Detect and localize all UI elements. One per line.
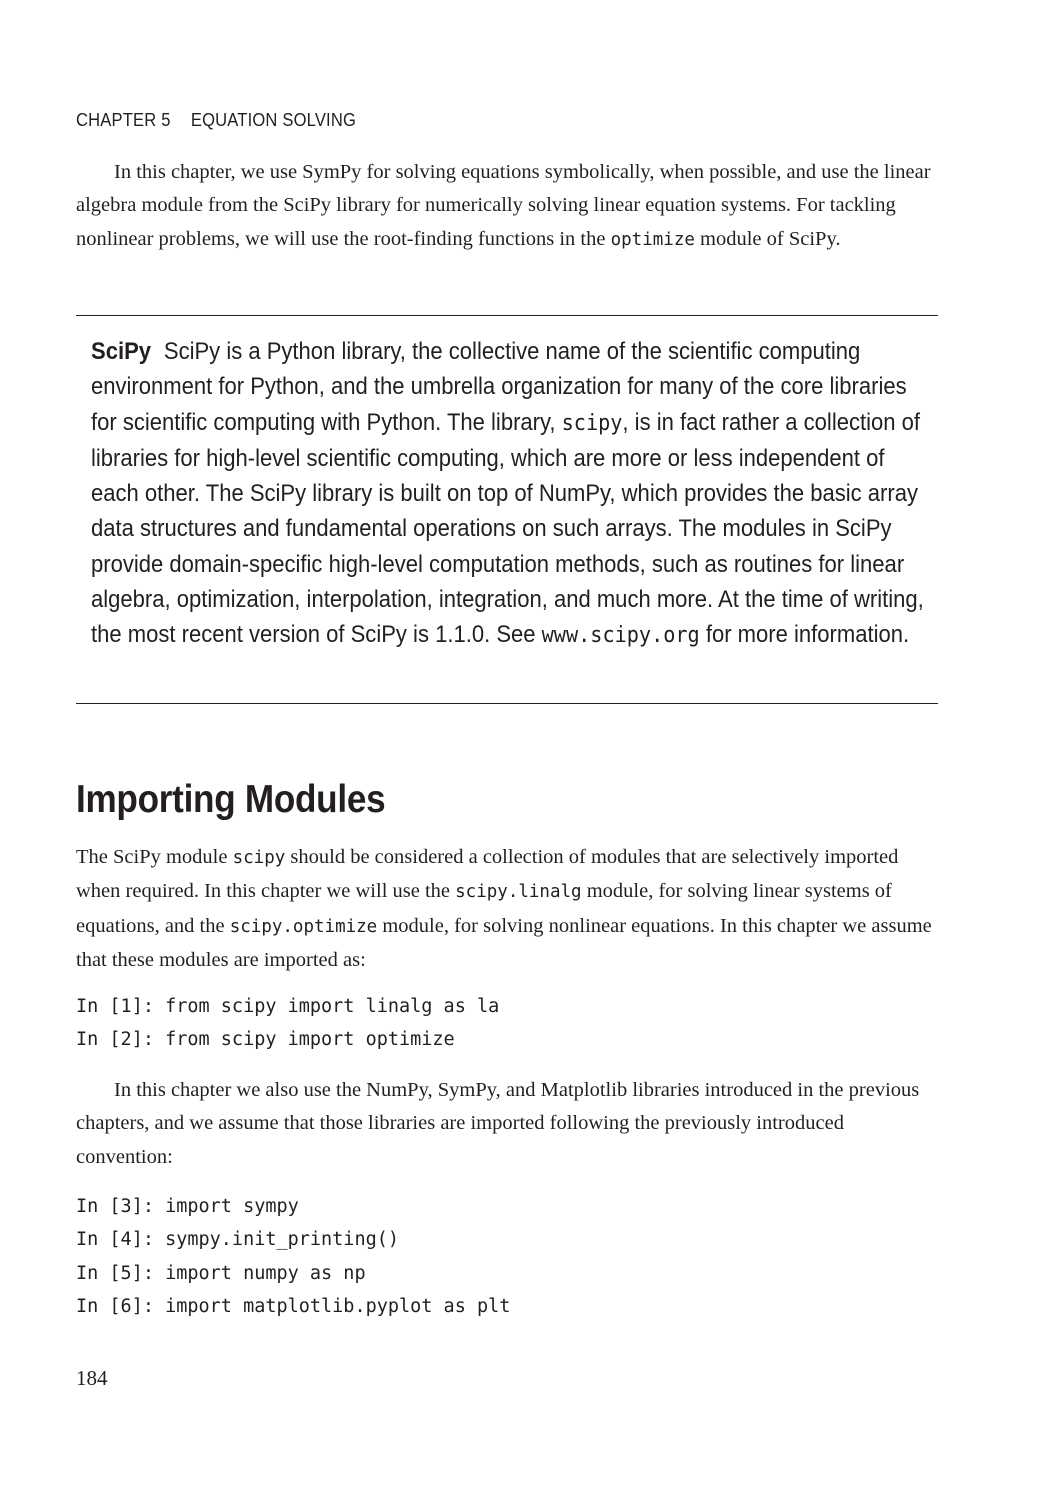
importing-paragraph <box>76 841 938 977</box>
inline-code-scipy: scipy <box>561 410 623 436</box>
note-text-3: for more information. <box>699 621 910 649</box>
code-block-imports <box>76 990 499 1057</box>
chapter-number: CHAPTER 5 <box>76 110 171 130</box>
inline-code-url: www.scipy.org <box>541 623 700 649</box>
intro-text-1: In this chapter, we use SymPy for solving equations symbolically, when possible, and use the linear algebra module from the SciPy library for numerically solving linear equation systems. For tackling nonlinear problems, we will use the root-finding functions in the <box>76 161 931 250</box>
para2-text-4: module, for solving nonlinear equations. In this chapter we assume that these modules are imported as: <box>76 914 932 971</box>
code-line: In [2]: from scipy import optimize <box>76 1029 455 1051</box>
inline-code-optimize: optimize <box>610 229 695 250</box>
para2-text-1: The SciPy module <box>76 846 233 868</box>
scipy-note-box <box>76 315 938 704</box>
chapter-title: EQUATION SOLVING <box>190 110 357 130</box>
code-block-libraries <box>76 1190 510 1324</box>
code-line: In [1]: from scipy import linalg as la <box>76 996 500 1017</box>
intro-text-2: module of SciPy. <box>694 227 841 250</box>
running-head <box>76 110 356 131</box>
inline-code-linalg: scipy.linalg <box>455 882 582 903</box>
code-line: In [3]: import sympy <box>76 1196 299 1217</box>
para3-text: In this chapter we also use the NumPy, SymPy, and Matplotlib libraries introduced in the previous chapters, and we assume that those libraries are imported following the previously introduced convention: <box>76 1079 920 1168</box>
libraries-paragraph <box>76 1074 938 1174</box>
note-text-1: SciPy is a Python library, the collective name of the scientific computing environment for Python, and the umbrella organization for many of the core libraries for scientific computing with Python. The library, <box>91 338 907 436</box>
section-title: Importing Modules <box>76 778 386 821</box>
code-line: In [4]: sympy.init_printing() <box>76 1229 400 1251</box>
code-line: In [6]: import matplotlib.pyplot as plt <box>76 1296 511 1318</box>
inline-code-scipy-module: scipy <box>232 848 286 868</box>
note-label: SciPy <box>91 338 152 365</box>
para2-text-3: module, for solving linear systems of equations, and the <box>76 880 892 937</box>
note-text <box>91 334 928 654</box>
para2-text-2: should be considered a collection of modules that are selectively imported when required. In this chapter we will use the <box>76 846 899 903</box>
intro-paragraph <box>76 156 938 257</box>
page-number: 184 <box>76 1366 108 1390</box>
code-line: In [5]: import numpy as np <box>76 1262 366 1284</box>
note-text-2: , is in fact rather a collection of libraries for high-level scientific computing, which are more or less independent of each other. The SciPy library is built on top of NumPy, which provides the basic array data structures and fundamental operations on such arrays. The modules in SciPy provide domain-specific high-level computation methods, such as routines for linear algebra, optimization, interpolation, integration, and much more. At the time of writing, the most recent version of SciPy is 1.1.0. See <box>91 408 924 649</box>
inline-code-scipy-optimize: scipy.optimize <box>229 916 378 937</box>
